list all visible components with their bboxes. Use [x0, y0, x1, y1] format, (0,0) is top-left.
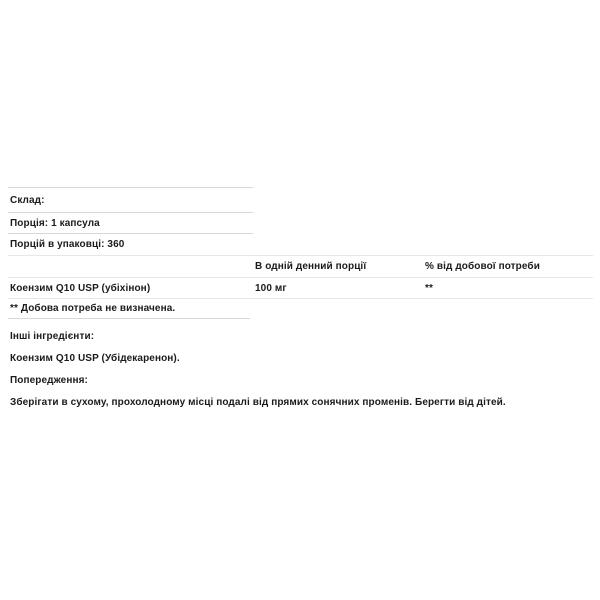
- serving-size-row: [8, 212, 253, 233]
- other-ingredients-heading: Інші інгредієнти:: [10, 331, 95, 342]
- serving-size-label: Порція: 1 капсула: [10, 217, 100, 229]
- composition-heading-row: [8, 187, 253, 212]
- facts-header-daily-value: % від добової потреби: [425, 261, 540, 272]
- warnings-heading: Попередження:: [10, 375, 88, 386]
- facts-header-amount-per-serving: В одній денний порції: [255, 261, 367, 272]
- ingredient-amount: 100 мг: [255, 282, 287, 294]
- ingredient-daily-value: **: [425, 282, 433, 294]
- facts-table-header-row: [8, 255, 593, 277]
- ingredient-name: Коензим Q10 USP (убіхінон): [10, 282, 151, 294]
- facts-footnote-row: [8, 298, 593, 318]
- servings-per-container-label: Порцій в упаковці: 360: [10, 239, 125, 250]
- warnings-text: Зберігати в сухому, прохолодному місці подалі від прямих сонячних променів. Берегти від дітей.: [10, 397, 506, 408]
- facts-table-row: [8, 277, 593, 298]
- supplement-facts-section: [0, 187, 600, 408]
- footnote-divider: [8, 318, 250, 319]
- servings-per-container-row: [8, 233, 253, 255]
- other-ingredients-value: Коензим Q10 USP (Убідекаренон).: [10, 353, 180, 364]
- composition-label: Склад:: [10, 194, 45, 206]
- facts-footnote: ** Добова потреба не визначена.: [10, 303, 176, 314]
